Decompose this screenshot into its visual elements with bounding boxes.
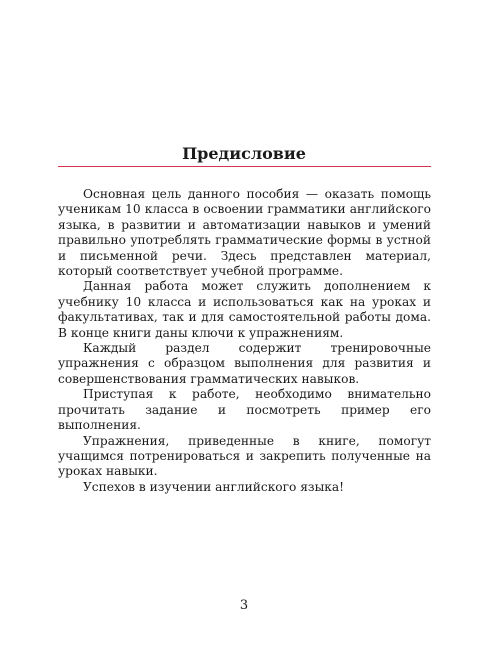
title-underline [58,166,431,167]
paragraph: Данная работа может служить дополнением к учебнику 10 класса и использоваться как на уроках и факультативах, так и для самостоятельной работы дома. В конце книги даны ключи к упражнениям. [58,279,431,340]
preface-body [58,187,431,495]
paragraph: Приступая к работе, необходимо внимательно прочитать задание и посмотреть пример его выполнения. [58,387,431,433]
paragraph: Основная цель данного пособия — оказать помощь ученикам 10 класса в освоении грамматики английского языка, в развитии и автоматизации навыков и умений правильно употреблять грамматические формы в устной и письменной речи. Здесь представлен материал, который соответствует учебной программе. [58,187,431,279]
paragraph: Упражнения, приведенные в книге, помогут учащимся потренироваться и закрепить полученные на уроках навыки. [58,433,431,479]
paragraph: Успехов в изучении английского языка! [83,479,345,494]
page-title: Предисловие [182,144,306,163]
page-number: 3 [239,598,249,613]
paragraph: Каждый раздел содержит тренировочные упражнения с образцом выполнения для развития и совершенствования грамматических навыков. [58,341,431,386]
